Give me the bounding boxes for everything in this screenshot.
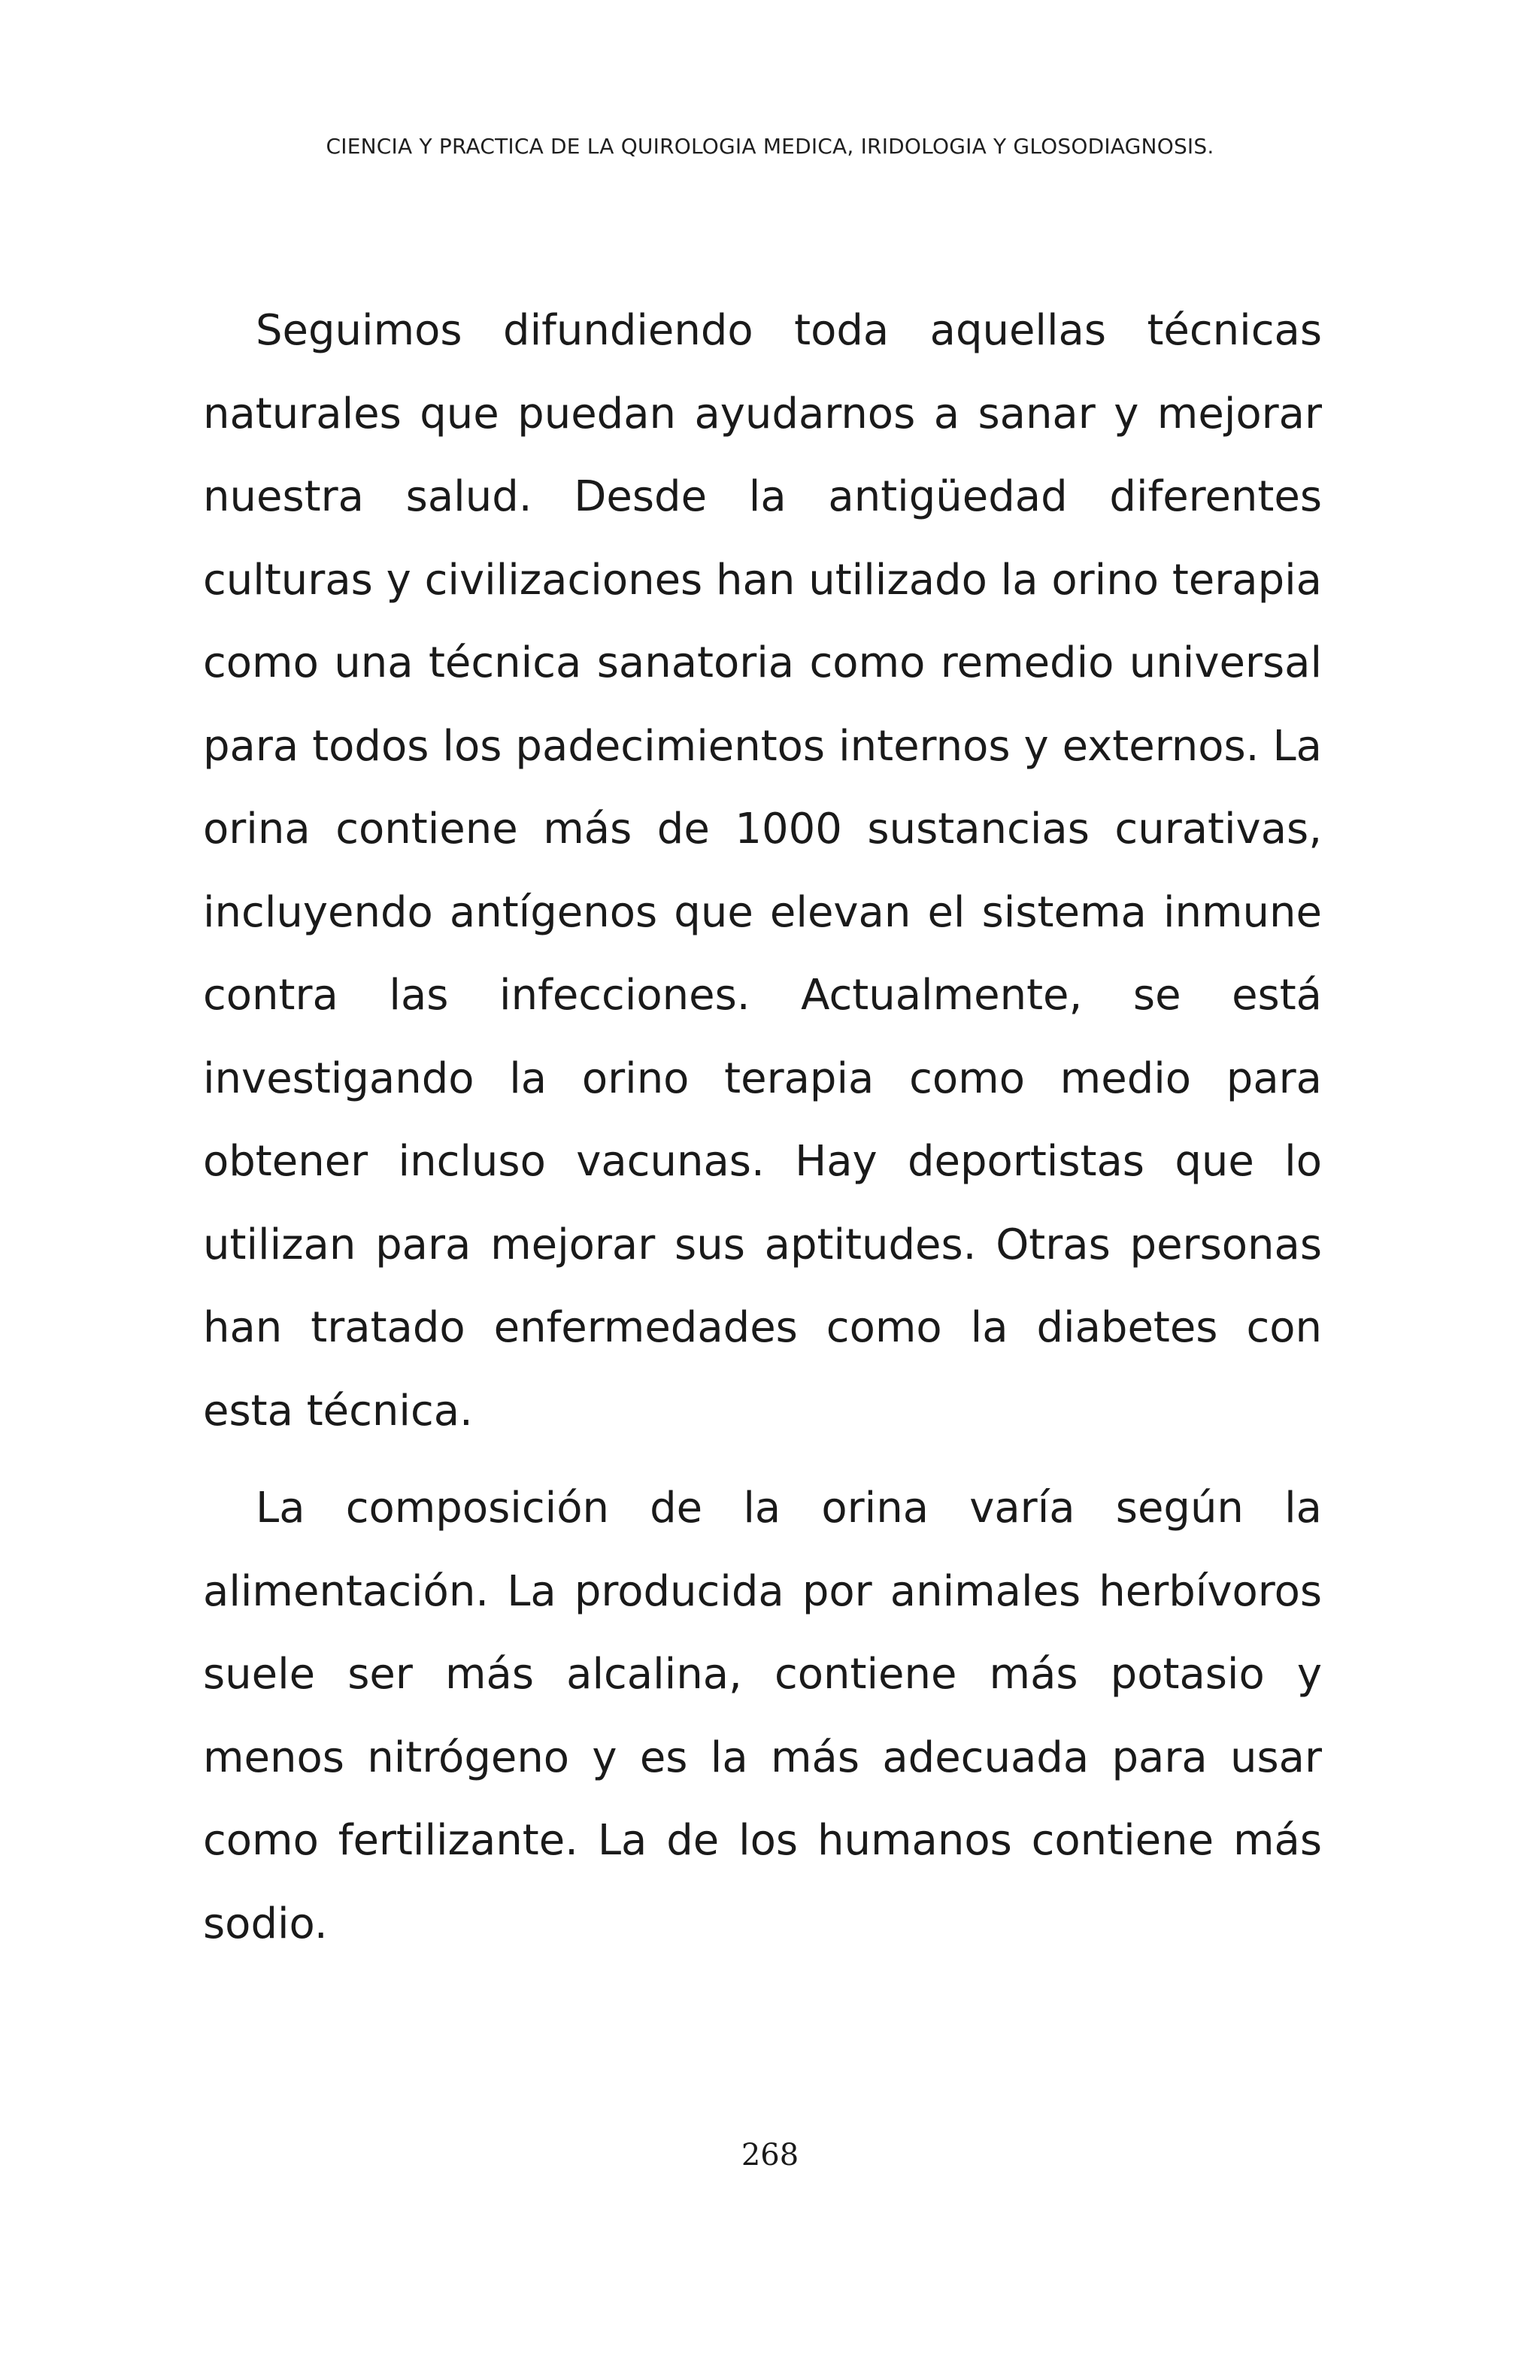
page-number: 268 (741, 2138, 799, 2172)
running-header: CIENCIA Y PRACTICA DE LA QUIROLOGIA MEDICA, IRIDOLOGIA Y GLOSODIAGNOSIS. (326, 134, 1214, 159)
paragraph: Seguimos difundiendo toda aquellas técnicas naturales que puedan ayudarnos a sanar y mejorar nuestra salud. Desde la antigüedad diferentes culturas y civilizaciones han utilizado la orino terapia como una técnica sanatoria como remedio universal para todos los padecimientos internos y externos. La orina contiene más de 1000 sustancias curativas, incluyendo antígenos que elevan el sistema inmune contra las infecciones. Actualmente, se está investigando la orino terapia como medio para obtener incluso vacunas. Hay deportistas que lo utilizan para mejorar sus aptitudes. Otras personas han tratado enfermedades como la diabetes con esta técnica. (203, 306, 1322, 1436)
body-text (203, 290, 1322, 1966)
paragraph: La composición de la orina varía según la alimentación. La producida por animales herbívoros suele ser más alcalina, contiene más potasio y menos nitrógeno y es la más adecuada para usar como fertilizante. La de los humanos contiene más sodio. (203, 1484, 1322, 1948)
